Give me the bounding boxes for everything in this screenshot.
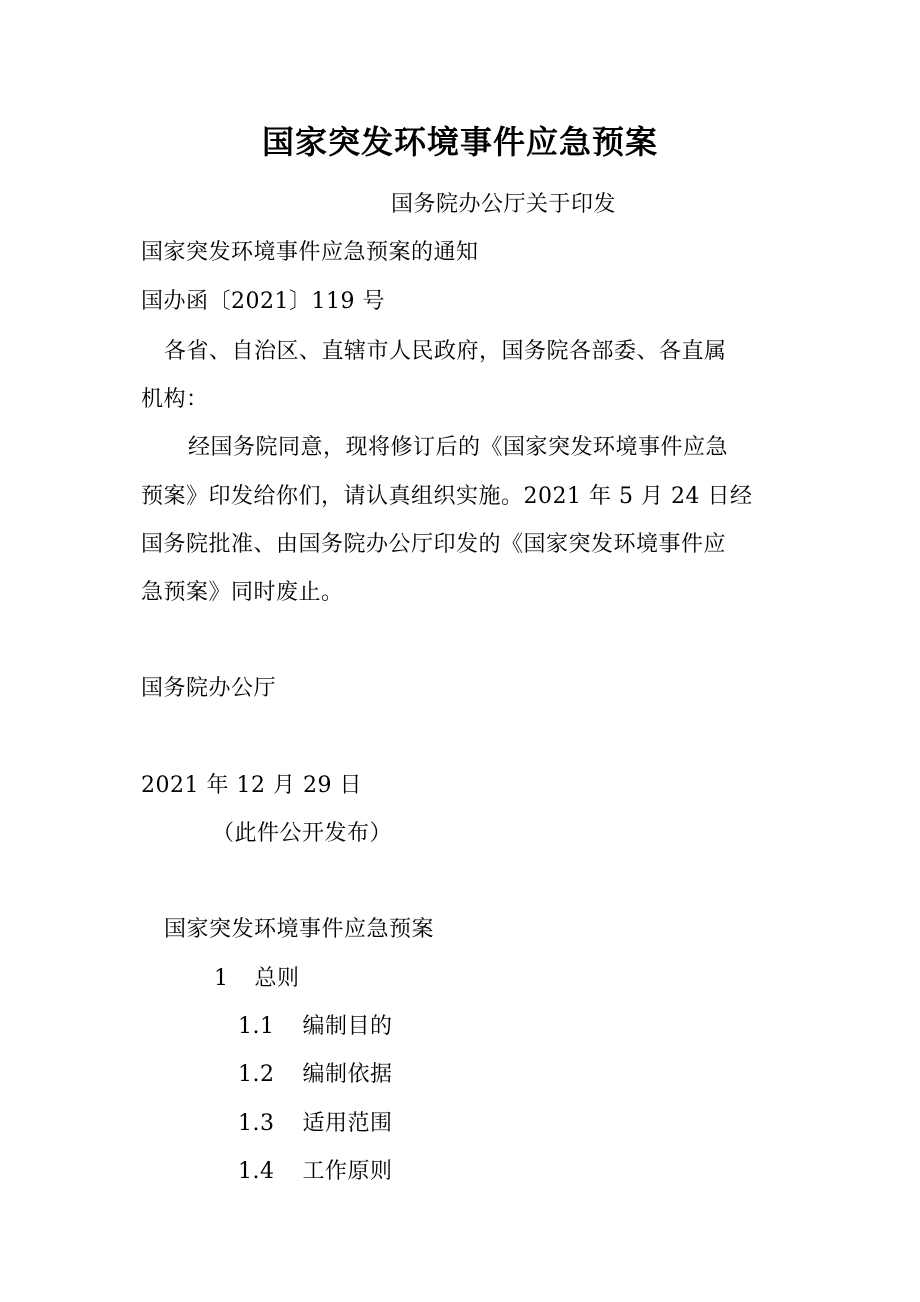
toc-section-label: 适用范围	[302, 1111, 393, 1136]
publish-note: （此件公开发布）	[212, 821, 393, 846]
toc-chapter-number: 1	[214, 966, 229, 991]
toc-section-number: 1.2	[238, 1062, 275, 1087]
toc-section-label: 编制依据	[302, 1062, 393, 1087]
body-line-1: 经国务院同意，现将修订后的《国家突发环境事件应急	[188, 435, 729, 460]
notice-heading-line1: 国务院办公厅关于印发	[391, 192, 617, 217]
toc-heading: 国家突发环境事件应急预案	[164, 917, 435, 942]
issuer: 国务院办公厅	[141, 676, 277, 701]
toc-section-1-1	[238, 1012, 393, 1042]
toc-section-label: 工作原则	[302, 1159, 393, 1184]
toc-section-number: 1.1	[238, 1014, 275, 1039]
body-line-2: 预案》印发给你们，请认真组织实施。2021 年 5 月 24 日经	[141, 484, 753, 509]
doc-number: 国办函〔2021〕119 号	[141, 289, 385, 314]
body-line-4: 急预案》同时废止。	[141, 580, 344, 605]
toc-section-label: 编制目的	[302, 1014, 393, 1039]
toc-section-1-3	[238, 1109, 393, 1139]
addressee-line2: 机构：	[141, 387, 209, 412]
page-title: 国家突发环境事件应急预案	[261, 123, 658, 161]
body-line-3: 国务院批准、由国务院办公厅印发的《国家突发环境事件应	[141, 532, 727, 557]
notice-heading-line2: 国家突发环境事件应急预案的通知	[141, 240, 479, 265]
addressee-line1: 各省、自治区、直辖市人民政府，国务院各部委、各直属	[164, 339, 727, 364]
issue-date: 2021 年 12 月 29 日	[141, 773, 362, 798]
toc-section-number: 1.3	[238, 1111, 275, 1136]
toc-section-number: 1.4	[238, 1159, 275, 1184]
toc-chapter-label: 总则	[254, 966, 300, 991]
toc-section-1-2	[238, 1060, 393, 1090]
toc-chapter-1	[214, 964, 300, 994]
toc-section-1-4	[238, 1157, 393, 1187]
